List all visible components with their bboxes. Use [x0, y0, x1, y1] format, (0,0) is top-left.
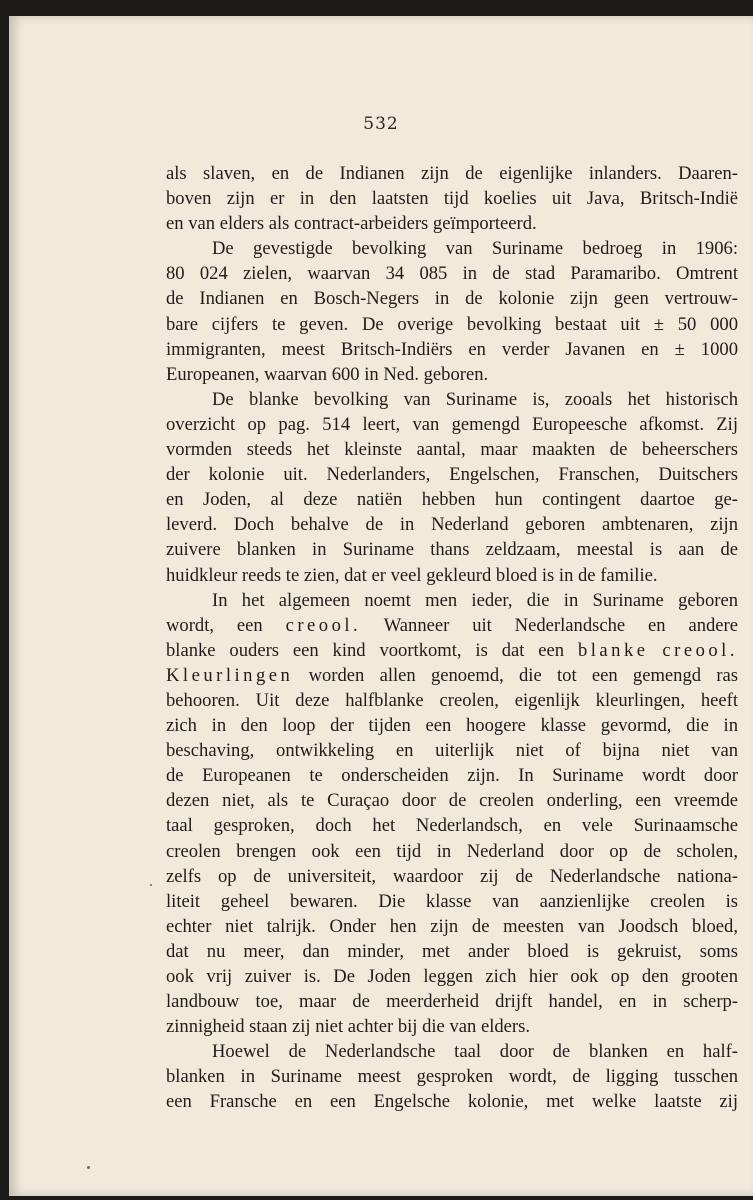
text-line: landbouw toe, maar de meerderheid drijft handel, en in scherp-: [166, 991, 738, 1013]
text-line: beschaving, ontwikkeling en uiterlijk niet of bijna niet van: [166, 740, 738, 762]
text-line: Kleurlingen worden allen genoemd, die tot een gemengd ras: [166, 664, 738, 686]
text-line: 80 024 zielen, waarvan 34 085 in de stad Paramaribo. Omtrent: [166, 263, 738, 285]
text-line: als slaven, en de Indianen zijn de eigenlijke inlanders. Daaren-: [166, 163, 738, 184]
text-line: dezen niet, als te Curaçao door de creolen onderling, een vreemde: [166, 790, 738, 812]
text-line: boven zijn er in den laatsten tijd koelies uit Java, Britsch-Indië: [166, 188, 738, 210]
text-line: overzicht op pag. 514 leert, van gemengd Europeesche afkomst. Zij: [166, 413, 738, 435]
text-line: creolen brengen ook een tijd in Nederland door op de scholen,: [166, 840, 738, 862]
text-line: De blanke bevolking van Suriname is, zooals het historisch: [212, 388, 738, 410]
text-line: bare cijfers te geven. De overige bevolking bestaat uit ± 50 000: [166, 313, 738, 335]
text-line: ook vrij zuiver is. De Joden leggen zich hier ook op den grooten: [166, 966, 738, 987]
page-number: 532: [363, 114, 399, 134]
text-line: Hoewel de Nederlandsche taal door de blanken en half-: [212, 1041, 738, 1063]
text-line: blanke ouders een kind voortkomt, is dat een blanke creool.: [166, 639, 738, 661]
text-line: en Joden, al deze natiën hebben hun contingent daartoe ge-: [166, 489, 738, 511]
text-line: zinnigheid staan zij niet achter bij die van elders.: [166, 1016, 530, 1038]
text-line: en van elders als contract-arbeiders geïmporteerd.: [166, 213, 537, 235]
text-line: huidkleur reeds te zien, dat er veel gekleurd bloed is in de familie.: [166, 564, 658, 586]
paper-speck: [150, 884, 152, 886]
text-line: vormden steeds het kleinste aantal, maar maakten de beheerschers: [166, 439, 738, 461]
text-line: wordt, een creool. Wanneer uit Nederlandsche en andere: [166, 614, 738, 636]
text-line: blanken in Suriname meest gesproken wordt, de ligging tusschen: [166, 1066, 738, 1088]
text-line: behooren. Uit deze halfblanke creolen, eigenlijk kleurlingen, heeft: [166, 689, 738, 711]
text-line: zelfs op de universiteit, waardoor zij de Nederlandsche nationa-: [166, 865, 738, 887]
text-line: echter niet talrijk. Onder hen zijn de meesten van Joodsch bloed,: [166, 915, 738, 937]
text-line: zich in den loop der tijden een hoogere klasse gevormd, die in: [166, 715, 738, 737]
text-line: liteit geheel bewaren. Die klasse van aanzienlijke creolen is: [166, 890, 738, 912]
text-line: taal gesproken, doch het Nederlandsch, en vele Surinaamsche: [166, 815, 738, 837]
text-line: een Fransche en een Engelsche kolonie, met welke laatste zij: [166, 1091, 738, 1113]
body-text: [166, 161, 738, 1115]
text-line: De gevestigde bevolking van Suriname bedroeg in 1906:: [212, 238, 738, 260]
text-line: de Europeanen te onderscheiden zijn. In Suriname wordt door: [166, 765, 738, 787]
text-line: immigranten, meest Britsch-Indiërs en verder Javanen en ± 1000: [166, 338, 738, 360]
text-line: Europeanen, waarvan 600 in Ned. geboren.: [166, 363, 489, 385]
book-page: [9, 16, 753, 1196]
paper-speck: [87, 1166, 90, 1169]
text-line: zuivere blanken in Suriname thans zeldzaam, meestal is aan de: [166, 539, 738, 561]
text-line: dat nu meer, dan minder, met ander bloed is gekruist, soms: [166, 940, 738, 962]
text-line: leverd. Doch behalve de in Nederland geboren ambtenaren, zijn: [166, 514, 738, 536]
text-line: de Indianen en Bosch-Negers in de kolonie zijn geen vertrouw-: [166, 288, 738, 310]
text-line: In het algemeen noemt men ieder, die in Suriname geboren: [212, 589, 738, 611]
text-line: der kolonie uit. Nederlanders, Engelschen, Franschen, Duitschers: [166, 464, 738, 486]
